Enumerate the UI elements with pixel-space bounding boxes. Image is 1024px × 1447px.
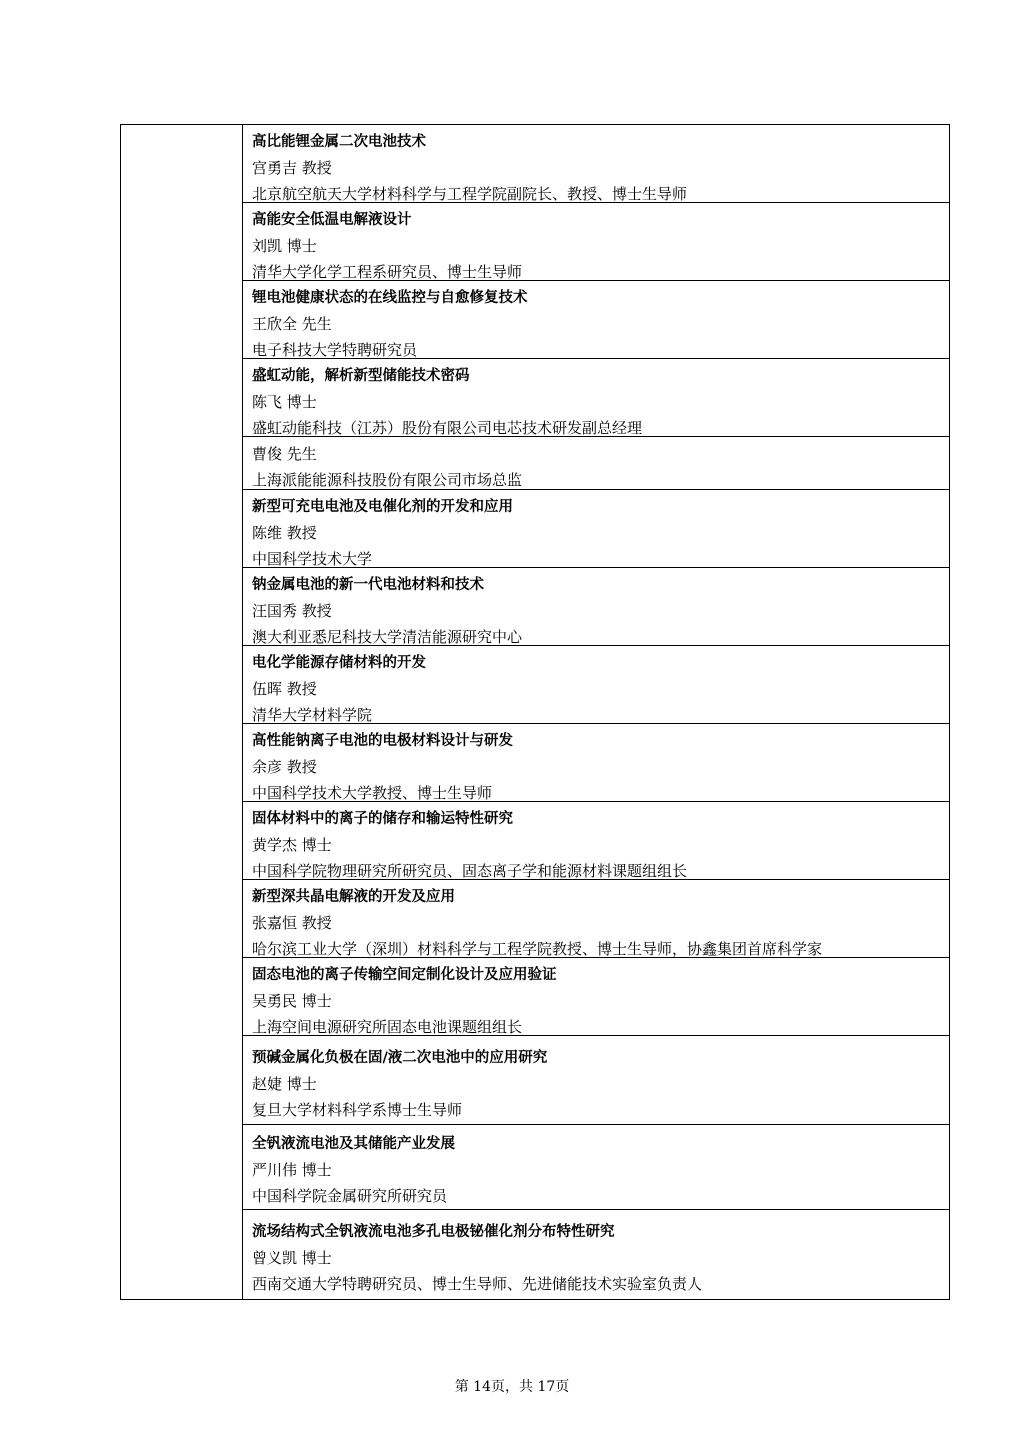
talk-title: 钠金属电池的新一代电池材料和技术 <box>252 577 484 593</box>
talk-entry <box>243 880 949 958</box>
talk-entry <box>243 1210 949 1299</box>
speaker-affiliation: 上海空间电源研究所固态电池课题组组长 <box>252 1018 523 1036</box>
talk-title: 全钒液流电池及其储能产业发展 <box>252 1136 455 1152</box>
talk-title: 固态电池的离子传输空间定制化设计及应用验证 <box>252 967 557 983</box>
speaker-name: 曹俊 先生 <box>252 445 317 463</box>
talk-title: 新型可充电电池及电催化剂的开发和应用 <box>252 499 513 515</box>
talk-title: 预碱金属化负极在固/液二次电池中的应用研究 <box>252 1050 548 1066</box>
speaker-name: 汪国秀 教授 <box>252 602 332 620</box>
talk-entry <box>243 203 949 281</box>
page-number: 第 14页，共 17页 <box>454 1379 570 1395</box>
talk-entry <box>243 359 949 437</box>
session-column <box>121 125 243 1299</box>
speaker-affiliation: 中国科学技术大学教授、博士生导师 <box>252 784 493 802</box>
schedule-table <box>120 124 950 1300</box>
speaker-affiliation: 清华大学化学工程系研究员、博士生导师 <box>252 263 523 281</box>
talk-title: 新型深共晶电解液的开发及应用 <box>252 889 455 905</box>
speaker-affiliation: 清华大学材料学院 <box>252 706 373 724</box>
speaker-name: 余彦 教授 <box>252 758 317 776</box>
talk-title: 高能安全低温电解液设计 <box>252 212 412 228</box>
talk-entry <box>243 802 949 880</box>
talk-entry <box>243 437 949 490</box>
talks-column <box>243 125 949 1299</box>
talk-title: 流场结构式全钒液流电池多孔电极铋催化剂分布特性研究 <box>252 1224 615 1240</box>
speaker-name: 伍晖 教授 <box>252 680 317 698</box>
speaker-name: 赵婕 博士 <box>252 1075 317 1093</box>
speaker-affiliation: 复旦大学材料科学系博士生导师 <box>252 1101 463 1119</box>
speaker-affiliation: 哈尔滨工业大学（深圳）材料科学与工程学院教授、博士生导师，协鑫集团首席科学家 <box>252 940 823 958</box>
speaker-affiliation: 盛虹动能科技（江苏）股份有限公司电芯技术研发副总经理 <box>252 419 643 437</box>
speaker-name: 黄学杰 博士 <box>252 836 332 854</box>
speaker-name: 严川伟 博士 <box>252 1161 332 1179</box>
speaker-name: 陈飞 博士 <box>252 393 317 411</box>
speaker-affiliation: 西南交通大学特聘研究员、博士生导师、先进储能技术实验室负责人 <box>252 1275 703 1293</box>
talk-entry <box>243 568 949 646</box>
talk-entry <box>243 281 949 359</box>
talk-entry <box>243 1125 949 1210</box>
talk-title: 高比能锂金属二次电池技术 <box>252 134 426 150</box>
speaker-affiliation: 北京航空航天大学材料科学与工程学院副院长、教授、博士生导师 <box>252 185 688 203</box>
speaker-affiliation: 上海派能能源科技股份有限公司市场总监 <box>252 471 523 489</box>
talk-title: 电化学能源存储材料的开发 <box>252 655 426 671</box>
speaker-name: 吴勇民 博士 <box>252 992 332 1010</box>
talk-title: 高性能钠离子电池的电极材料设计与研发 <box>252 733 513 749</box>
speaker-affiliation: 中国科学院物理研究所研究员、固态离子学和能源材料课题组组长 <box>252 862 688 880</box>
talk-title: 固体材料中的离子的储存和输运特性研究 <box>252 811 513 827</box>
speaker-affiliation: 中国科学技术大学 <box>252 550 373 568</box>
speaker-name: 张嘉恒 教授 <box>252 914 332 932</box>
talk-title: 锂电池健康状态的在线监控与自愈修复技术 <box>252 290 528 306</box>
speaker-name: 宫勇吉 教授 <box>252 159 332 177</box>
speaker-name: 曾义凯 博士 <box>252 1249 332 1267</box>
talk-title: 盛虹动能，解析新型储能技术密码 <box>252 368 470 384</box>
talk-entry <box>243 490 949 568</box>
talk-entry <box>243 1036 949 1125</box>
talk-entry <box>243 958 949 1036</box>
speaker-name: 陈维 教授 <box>252 524 317 542</box>
speaker-name: 王欣全 先生 <box>252 315 332 333</box>
talk-entry <box>243 125 949 203</box>
speaker-affiliation: 中国科学院金属研究所研究员 <box>252 1187 448 1205</box>
speaker-affiliation: 电子科技大学特聘研究员 <box>252 341 418 359</box>
speaker-affiliation: 澳大利亚悉尼科技大学清洁能源研究中心 <box>252 628 523 646</box>
talk-entry <box>243 724 949 802</box>
speaker-name: 刘凯 博士 <box>252 237 317 255</box>
talk-entry <box>243 646 949 724</box>
